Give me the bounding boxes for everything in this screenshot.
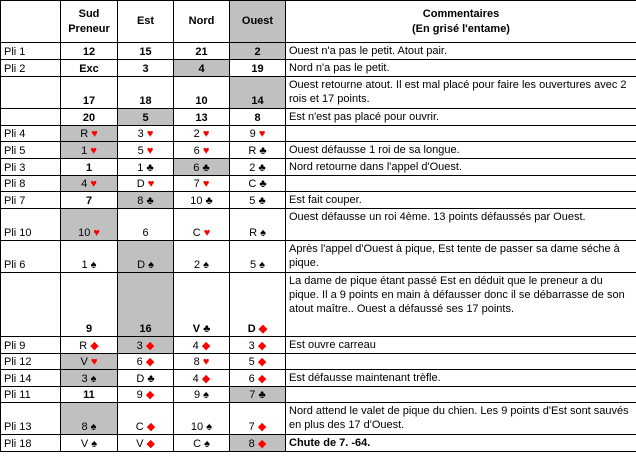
cell-nord (174, 370, 230, 387)
card-value: 4 ♥ (81, 178, 97, 190)
trick-comment (286, 176, 636, 192)
card-value: 3 ◆ (248, 340, 267, 352)
header-ouest-label: Ouest (241, 15, 274, 27)
header-row (1, 1, 636, 43)
table-row (1, 43, 636, 60)
header-nord (174, 1, 230, 43)
trick-label: Pli 18 (1, 435, 61, 452)
card-value: C ♣ (248, 178, 267, 190)
cell-est (118, 354, 174, 370)
cell-ouest (230, 241, 286, 273)
card-value: R ♣ (248, 145, 267, 157)
card-value: Exc (79, 63, 99, 75)
trick-label: Pli 11 (1, 387, 61, 403)
cell-sud (61, 435, 118, 452)
card-value: 5 ♠ (249, 259, 266, 271)
trick-comment (286, 387, 636, 403)
cell-nord (174, 192, 230, 209)
cell-ouest (230, 403, 286, 435)
cell-est (118, 77, 174, 109)
card-value: 2 ♥ (193, 128, 210, 140)
table-row (1, 142, 636, 159)
card-value: 1 ♥ (81, 145, 97, 157)
card-value: 2 ♣ (249, 162, 266, 174)
table-row (1, 241, 636, 273)
card-value: 3 ♠ (81, 373, 97, 385)
trick-label: Pli 10 (1, 209, 61, 241)
card-value: 21 (195, 46, 208, 58)
card-value: 3 ♥ (137, 128, 154, 140)
cell-nord (174, 109, 230, 126)
card-value: 8 ◆ (248, 438, 267, 450)
trick-label: Pli 7 (1, 192, 61, 209)
cell-ouest (230, 370, 286, 387)
cell-ouest (230, 209, 286, 241)
card-value: 6 ♥ (193, 145, 210, 157)
cell-ouest (230, 387, 286, 403)
cell-nord (174, 159, 230, 176)
table-row (1, 435, 636, 452)
card-value: 18 (139, 95, 152, 107)
card-value: D ◆ (247, 323, 268, 335)
trick-label: Pli 9 (1, 337, 61, 354)
cell-ouest (230, 60, 286, 77)
header-ouest (230, 1, 286, 43)
table-row (1, 126, 636, 142)
cell-nord (174, 387, 230, 403)
cell-ouest (230, 126, 286, 142)
card-value: 5 ◆ (248, 356, 267, 368)
cell-ouest (230, 176, 286, 192)
card-value: 7 ♣ (249, 389, 266, 401)
card-value: 8 ♠ (81, 421, 97, 433)
card-value: 3 (142, 63, 149, 75)
card-value: 20 (82, 112, 96, 124)
card-value: 9 ◆ (136, 389, 155, 401)
card-value: 19 (251, 63, 264, 75)
card-value: 2 ♠ (193, 259, 210, 271)
header-comments-label: Commentaires (En grisé l'entame) (412, 7, 510, 35)
trick-comment: Ouest défausse 1 roi de sa longue. (286, 142, 636, 159)
card-value: V ♥ (80, 356, 98, 368)
card-value: 15 (139, 46, 152, 58)
cell-sud (61, 273, 118, 337)
card-value: 4 (198, 63, 205, 75)
card-value: C ♠ (193, 438, 210, 450)
trick-comment: Est fait couper. (286, 192, 636, 209)
trick-label (1, 109, 61, 126)
cell-sud (61, 354, 118, 370)
trick-comment (286, 126, 636, 142)
card-value: C ♥ (192, 227, 211, 239)
header-est (118, 1, 174, 43)
trick-comment: Ouest défausse un roi 4ème. 13 points défaussés par Ouest. (286, 209, 636, 241)
header-sud-preneur (61, 1, 118, 43)
table-row (1, 159, 636, 176)
cell-ouest (230, 159, 286, 176)
card-value: 1 ♠ (81, 259, 97, 271)
trick-comment: Est défausse maintenant trèfle. (286, 370, 636, 387)
cell-nord (174, 435, 230, 452)
card-value: 10 (195, 95, 208, 107)
card-value: R ♠ (249, 227, 266, 239)
trick-comment: Est ouvre carreau (286, 337, 636, 354)
trick-label: Pli 14 (1, 370, 61, 387)
cell-nord (174, 354, 230, 370)
cell-est (118, 370, 174, 387)
card-value: 6 (142, 227, 149, 239)
card-value: V ♠ (80, 438, 98, 450)
cell-sud (61, 77, 118, 109)
cell-est (118, 192, 174, 209)
card-value: 6 ◆ (136, 356, 155, 368)
card-value: 1 ♣ (137, 162, 154, 174)
card-value: 7 (85, 195, 93, 207)
trick-comment: Nord retourne dans l'appel d'Ouest. (286, 159, 636, 176)
cell-est (118, 387, 174, 403)
card-value: 4 ◆ (192, 340, 211, 352)
card-value: 1 (85, 162, 93, 174)
cell-ouest (230, 109, 286, 126)
cell-nord (174, 273, 230, 337)
cell-ouest (230, 77, 286, 109)
cell-nord (174, 126, 230, 142)
card-value: 14 (251, 95, 264, 107)
trick-label: Pli 12 (1, 354, 61, 370)
table-row (1, 192, 636, 209)
card-value: 6 ◆ (248, 373, 267, 385)
trick-label: Pli 1 (1, 43, 61, 60)
card-value: D ♥ (136, 178, 155, 190)
card-value: 9 ♥ (249, 128, 266, 140)
table-row (1, 176, 636, 192)
cell-sud (61, 241, 118, 273)
card-value: R ♥ (80, 128, 98, 140)
trick-rows (1, 43, 636, 452)
cell-est (118, 241, 174, 273)
card-value: 17 (82, 95, 96, 107)
trick-label: Pli 3 (1, 159, 61, 176)
cell-sud (61, 43, 118, 60)
cell-nord (174, 43, 230, 60)
table-row (1, 209, 636, 241)
trick-comment: Chute de 7. -64. (286, 435, 636, 452)
cell-est (118, 109, 174, 126)
table-row (1, 77, 636, 109)
card-value: 6 ♣ (193, 162, 210, 174)
card-value: 10 ♥ (78, 227, 100, 239)
card-value: 13 (195, 112, 208, 124)
cell-nord (174, 60, 230, 77)
cell-nord (174, 337, 230, 354)
cell-nord (174, 77, 230, 109)
cell-est (118, 337, 174, 354)
cell-sud (61, 109, 118, 126)
card-value: D ♣ (136, 373, 155, 385)
table-row (1, 273, 636, 337)
card-value: V ◆ (136, 438, 155, 450)
cell-ouest (230, 337, 286, 354)
trick-comment (286, 354, 636, 370)
card-value: 8 (254, 112, 261, 124)
card-value: 8 ♥ (193, 356, 210, 368)
cell-ouest (230, 43, 286, 60)
card-value: 8 ♣ (137, 195, 154, 207)
table-row (1, 354, 636, 370)
header-sud-label: Sud Preneur (68, 7, 110, 35)
cell-est (118, 209, 174, 241)
cell-sud (61, 159, 118, 176)
card-value: 9 ♠ (193, 389, 210, 401)
trick-comment: Ouest retourne atout. Il est mal placé pour faire les ouvertures avec 2 rois et 17 points. (286, 77, 636, 109)
cell-ouest (230, 435, 286, 452)
cell-est (118, 403, 174, 435)
cell-est (118, 142, 174, 159)
card-value: 12 (82, 46, 96, 58)
cell-est (118, 176, 174, 192)
cell-sud (61, 176, 118, 192)
table-row (1, 60, 636, 77)
trick-comment: Ouest n'a pas le petit. Atout pair. (286, 43, 636, 60)
cell-nord (174, 403, 230, 435)
cell-nord (174, 241, 230, 273)
cell-nord (174, 176, 230, 192)
cell-sud (61, 403, 118, 435)
card-value: C ◆ (135, 421, 156, 433)
header-est-label: Est (136, 15, 155, 27)
trick-label: Pli 13 (1, 403, 61, 435)
card-value: 7 ♥ (193, 178, 210, 190)
cell-sud (61, 60, 118, 77)
trick-label: Pli 6 (1, 241, 61, 273)
card-value: 5 ♣ (249, 195, 266, 207)
cell-est (118, 435, 174, 452)
card-value: 5 (142, 112, 149, 124)
cell-sud (61, 387, 118, 403)
trick-label: Pli 5 (1, 142, 61, 159)
card-value: 3 ◆ (136, 340, 155, 352)
trick-comment: La dame de pique étant passé Est en déduit que le preneur a du pique. Il a 9 points en main à défausser donc il se débarrasse de son atout maître.. Ouest a défaussé ses 17 points. (286, 273, 636, 337)
table-row (1, 387, 636, 403)
cell-sud (61, 142, 118, 159)
table-row (1, 337, 636, 354)
header-nord-label: Nord (188, 15, 215, 27)
table-row (1, 109, 636, 126)
cell-nord (174, 142, 230, 159)
card-value: R ◆ (79, 340, 99, 352)
cell-sud (61, 337, 118, 354)
cell-est (118, 273, 174, 337)
card-value: 2 (254, 46, 261, 58)
trick-comment: Est n'est pas placé pour ouvrir. (286, 109, 636, 126)
trick-comment: Nord attend le valet de pique du chien. Les 9 points d'Est sont sauvés en plus des 17 d'Ouest. (286, 403, 636, 435)
card-value: 7 ◆ (248, 421, 267, 433)
card-value: 11 (83, 389, 95, 401)
cell-ouest (230, 192, 286, 209)
trick-label: Pli 8 (1, 176, 61, 192)
cell-nord (174, 209, 230, 241)
cell-sud (61, 192, 118, 209)
trick-comment: Nord n'a pas le petit. (286, 60, 636, 77)
header-blank (1, 1, 61, 43)
cell-est (118, 43, 174, 60)
card-value: 16 (139, 323, 152, 335)
trick-label (1, 77, 61, 109)
cell-est (118, 159, 174, 176)
card-value: D ♠ (137, 259, 154, 271)
card-value: V ♣ (192, 323, 211, 335)
cell-ouest (230, 273, 286, 337)
cell-est (118, 126, 174, 142)
trick-comment: Après l'appel d'Ouest à pique, Est tente de passer sa dame séche à pique. (286, 241, 636, 273)
cell-sud (61, 126, 118, 142)
card-value: 10 ♣ (190, 195, 213, 207)
table-row (1, 370, 636, 387)
card-value: 5 ♥ (137, 145, 154, 157)
cell-sud (61, 209, 118, 241)
card-value: 4 ◆ (192, 373, 211, 385)
card-value: 10 ♠ (190, 421, 213, 433)
table-row (1, 403, 636, 435)
trick-label: Pli 4 (1, 126, 61, 142)
trick-label: Pli 2 (1, 60, 61, 77)
cell-ouest (230, 142, 286, 159)
cell-sud (61, 370, 118, 387)
card-value: 9 (85, 323, 93, 335)
cell-est (118, 60, 174, 77)
header-commentaires (286, 1, 636, 43)
cell-ouest (230, 354, 286, 370)
trick-label (1, 273, 61, 337)
